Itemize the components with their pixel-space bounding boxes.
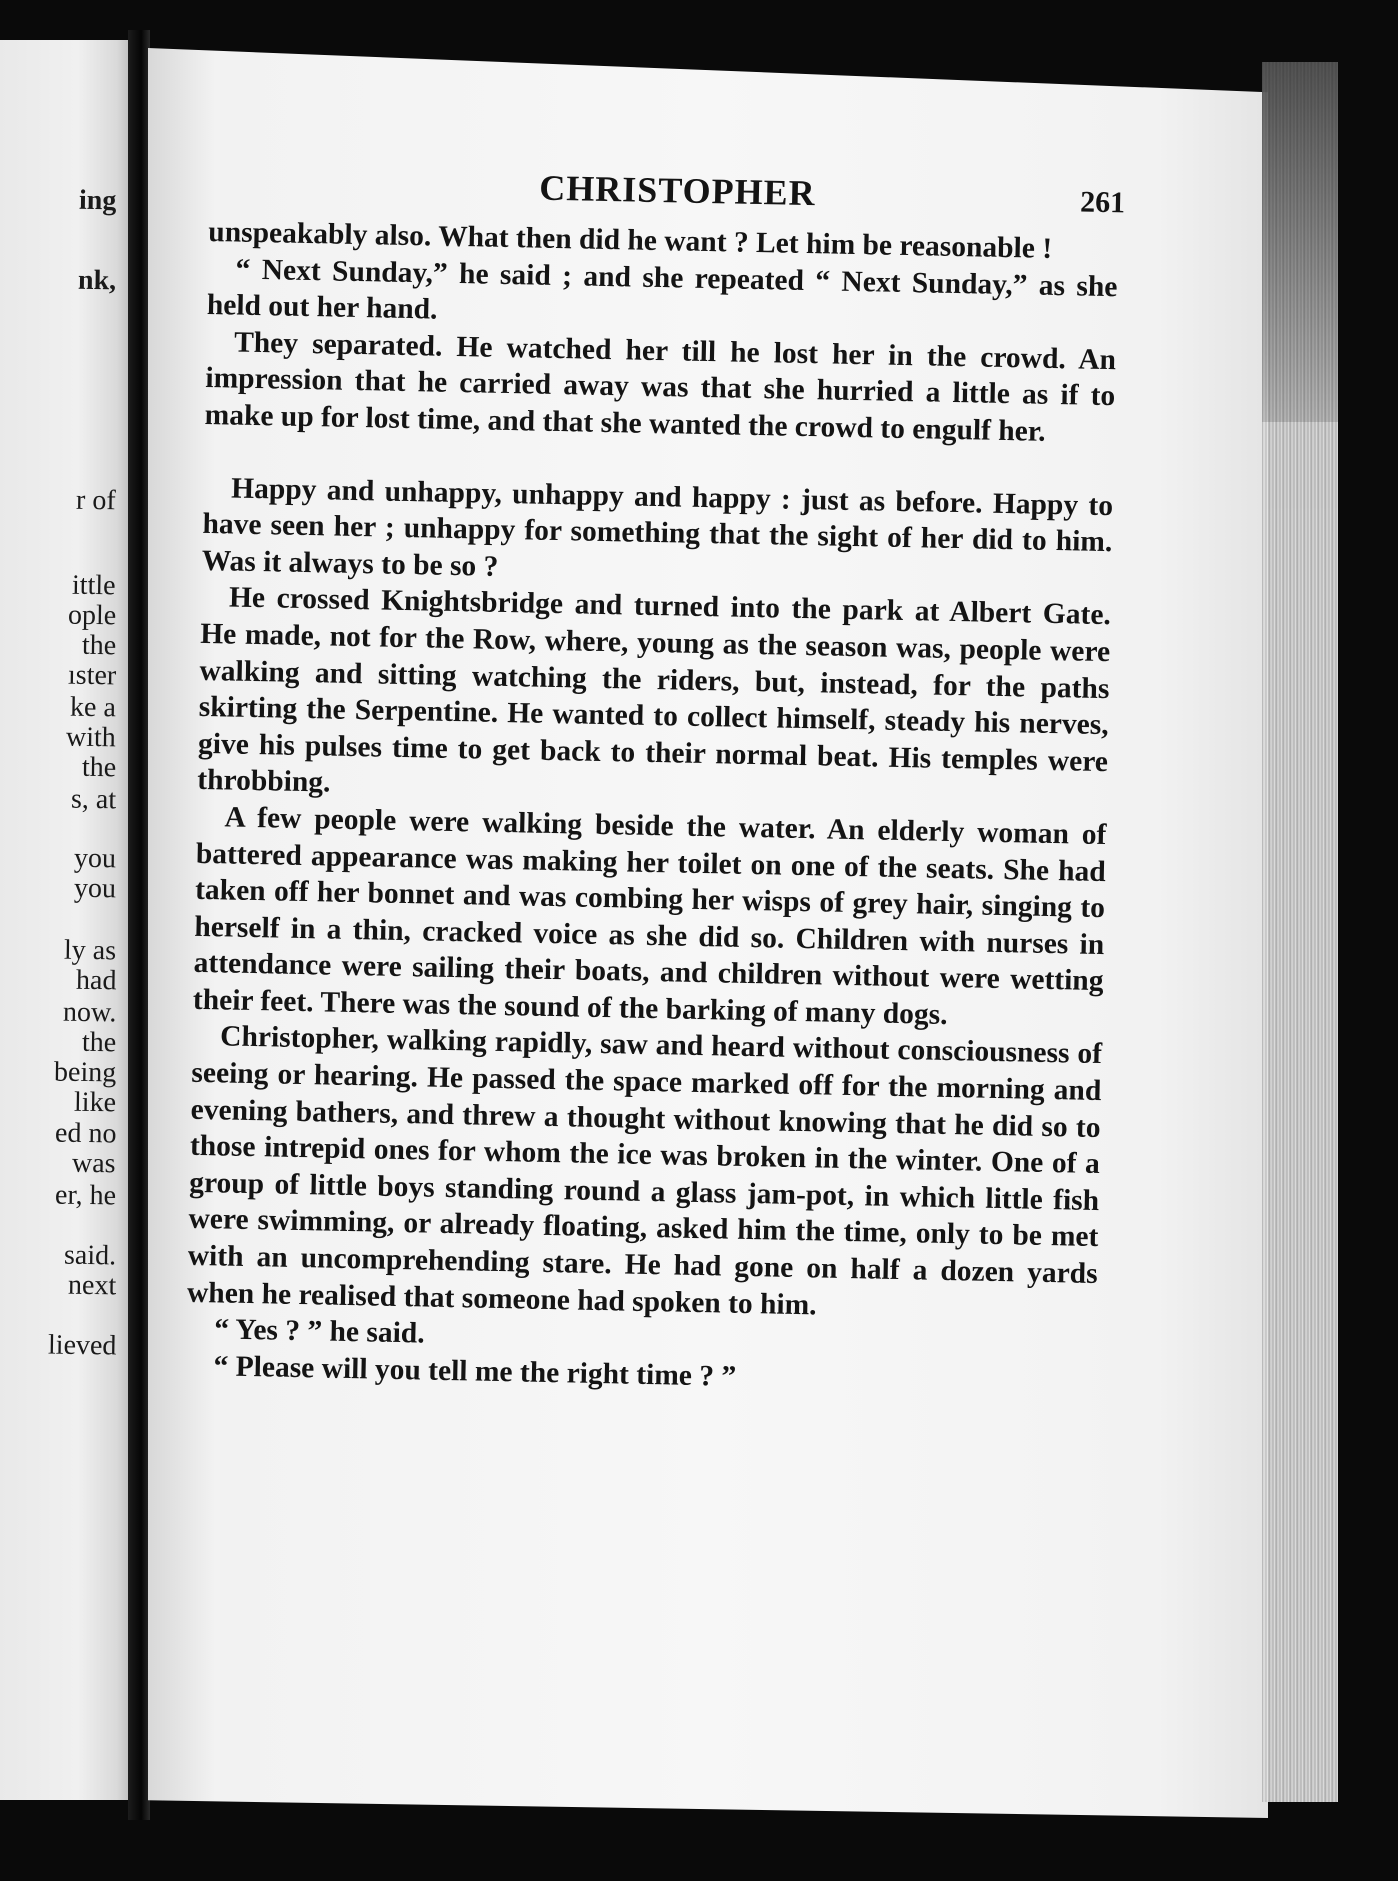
left-page-fragment: had bbox=[75, 964, 117, 997]
left-page-fragment: er, he bbox=[54, 1179, 117, 1212]
left-page-fragment: s, at bbox=[70, 783, 117, 816]
paragraph: They separated. He watched her till he lost her in the crowd. An impression that he carried away was that she hurried a little as if to make up for lost time, and that she wanted the crowd to engulf her. bbox=[204, 326, 1117, 448]
left-page-fragment: you bbox=[73, 842, 117, 875]
page-number: 261 bbox=[1079, 185, 1126, 220]
left-facing-page bbox=[0, 40, 130, 1800]
body-text bbox=[187, 214, 1119, 1329]
left-page-fragment: next bbox=[67, 1269, 117, 1302]
left-page-fragment: ly as bbox=[63, 934, 117, 967]
page-text-block bbox=[185, 150, 1126, 1402]
left-page-fragment: was bbox=[72, 1147, 117, 1180]
book-gutter bbox=[128, 30, 150, 1820]
left-page-fragment: ing bbox=[78, 184, 117, 217]
running-title: CHRISTOPHER bbox=[538, 167, 817, 214]
left-page-fragment: ıster bbox=[67, 659, 117, 692]
dialog-line: “ Please will you tell me the right time ? ” bbox=[213, 1350, 737, 1393]
dialog-line: “ Yes ? ” he said. bbox=[214, 1313, 425, 1350]
left-page-fragment: lieved bbox=[47, 1329, 117, 1362]
left-page-fragment: you bbox=[73, 872, 117, 905]
paragraph: Happy and unhappy, unhappy and happy : just as before. Happy to have seen her ; unhappy for something that the sight of her did to him. Was it always to be so ? bbox=[201, 472, 1114, 583]
paragraph: “ Next Sunday,” he said ; and she repeated “ Next Sunday,” as she held out her hand. bbox=[206, 253, 1118, 326]
left-page-fragment: being bbox=[53, 1056, 117, 1089]
page-edges bbox=[1262, 62, 1338, 1802]
left-page-fragment: with bbox=[66, 721, 117, 754]
paragraph: unspeakably also. What then did he want ? Let him be reasonable ! bbox=[208, 215, 1053, 265]
left-page-fragment: ke a bbox=[69, 691, 117, 724]
left-page-fragment: said. bbox=[63, 1239, 117, 1272]
paragraph: He crossed Knightsbridge and turned into the park at Albert Gate. He made, not for the Row, where, young as the season was, people were walking and sitting watching the riders, but, instead, for the paths skirting the Serpentine. He wanted to collect himself, steady his nerves, give his pulses time to get back to their normal beat. His temples were throbbing. bbox=[197, 581, 1112, 799]
left-page-fragment: like bbox=[73, 1086, 117, 1119]
left-page-fragment: the bbox=[81, 751, 117, 784]
left-page-fragment: r of bbox=[76, 484, 117, 517]
left-page-fragment: ople bbox=[67, 599, 117, 632]
left-page-fragment: ed no bbox=[54, 1117, 117, 1150]
left-page-fragment: nk, bbox=[77, 264, 117, 297]
left-page-fragment: the bbox=[81, 1026, 117, 1059]
left-page-fragment: ittle bbox=[72, 569, 117, 602]
paragraph: Christopher, walking rapidly, saw and heard without consciousness of seeing or hearing. He passed the space marked off for the morning and evening bathers, and threw a thought without knowing that he did so to those intrepid ones for whom the ice was broken in the winter. One of a group of little boys standing round a glass jam-pot, in which little fish were swimming, or already floating, asked him the time, only to be met with an uncomprehending stare. He had gone on half a dozen yards when he realised that someone had spoken to him. bbox=[186, 1020, 1103, 1322]
left-page-fragment: the bbox=[81, 629, 117, 662]
left-page-fragment: now. bbox=[62, 996, 117, 1029]
paragraph: A few people were walking beside the water. An elderly woman of battered appearance was making her toilet on one of the seats. She had taken off her bonnet and was combing her wisps of grey hair, singing to herself in a thin, cracked voice as she did so. Children with nurses in attendance were sailing their boats, and children without were wetting their feet. There was the sound of the barking of many dogs. bbox=[192, 801, 1107, 1031]
